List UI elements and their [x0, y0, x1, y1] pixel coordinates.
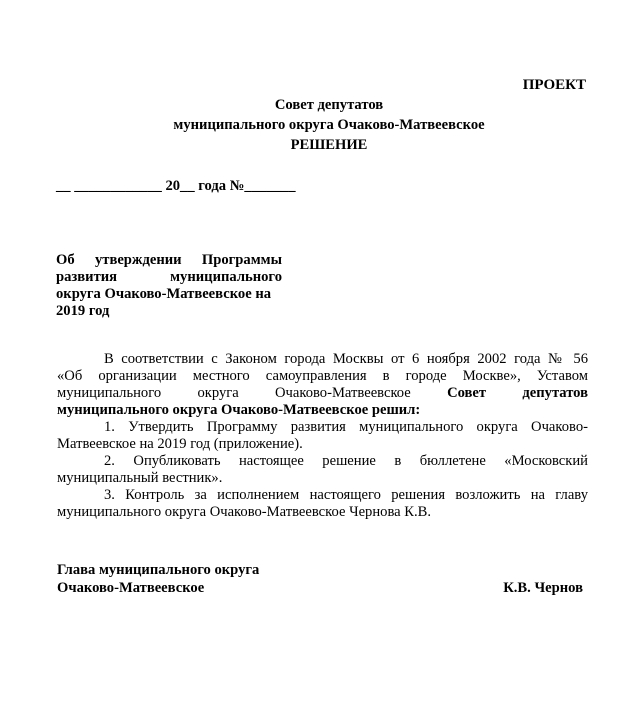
preamble-line [57, 385, 588, 402]
header-district: муниципального округа Очаково-Матвеевское [173, 117, 485, 133]
preamble-line: В соответствии с Законом города Москвы от 6 ноября 2002 года № 56 [104, 351, 588, 367]
subject-line: Об утверждении Программы [56, 252, 282, 268]
project-stamp: ПРОЕКТ [522, 77, 586, 93]
decision-body [57, 351, 588, 521]
preamble-bold-council: Совет депутатов [447, 385, 589, 401]
preamble-bold-line: муниципального округа Очаково-Матвеевское решил: [57, 402, 421, 418]
date-number-line: __ ____________ 20__ года №_______ [56, 178, 296, 194]
signature-name: К.В. Чернов [503, 580, 583, 596]
item-3-line1: 3. Контроль за исполнением настоящего решения возложить на главу [104, 487, 588, 503]
item-2-line2: муниципальный вестник». [57, 470, 223, 486]
item-1-line2: Матвеевское на 2019 год (приложение). [57, 436, 303, 452]
item-2-line1: 2. Опубликовать настоящее решение в бюллетене «Московский [104, 453, 588, 469]
header-decision: РЕШЕНИЕ [290, 137, 368, 153]
subject-line: округа Очаково-Матвеевское на [56, 286, 272, 302]
decision-subject [56, 252, 282, 320]
header-council: Совет депутатов [274, 97, 384, 113]
item-3-line2: муниципального округа Очаково-Матвеевское Чернова К.В. [57, 504, 432, 520]
preamble-text: муниципального округа Очаково-Матвеевское [57, 385, 411, 401]
item-1-line1: 1. Утвердить Программу развития муниципального округа Очаково- [104, 419, 588, 435]
subject-line: развития муниципального [56, 269, 282, 285]
subject-line: 2019 год [56, 303, 110, 319]
signature-title-line1: Глава муниципального округа [57, 562, 260, 578]
signature-title-line2: Очаково-Матвеевское [57, 580, 205, 596]
preamble-line: «Об организации местного самоуправления в городе Москве», Уставом [57, 368, 588, 384]
